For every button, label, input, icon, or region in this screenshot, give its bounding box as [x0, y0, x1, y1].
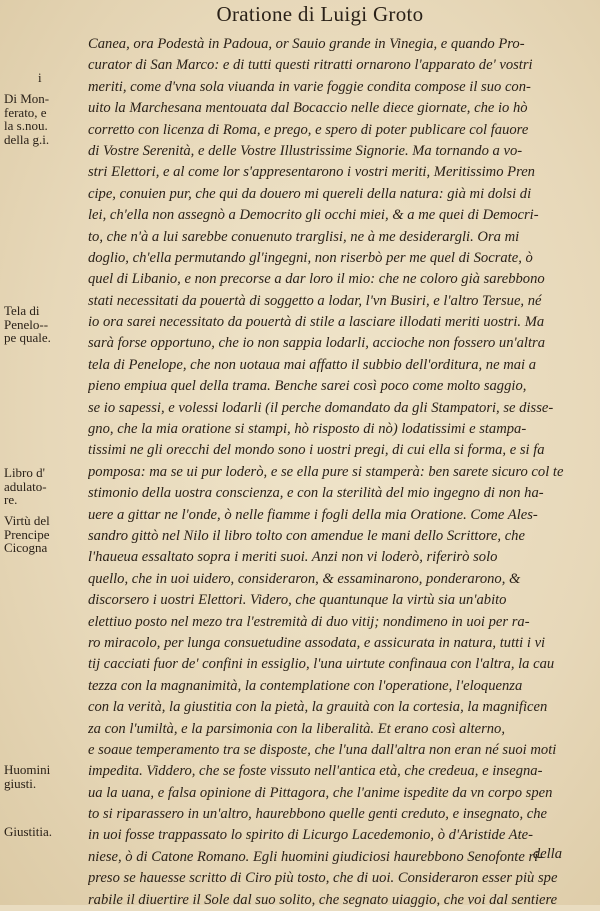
text-line: sarà forse opportuno, che io non sappia lodarli, accioche non fossero un'altra [88, 335, 545, 352]
running-header: Oratione di Luigi Groto [216, 2, 424, 26]
text-line: to si riparassero in un'altro, haurebbono quelle genti creduto, e insegnato, che [88, 806, 547, 823]
text-line: elettiuo posto nel mezo tra l'estremità di duo vitij; nondimeno in uoi per ra- [88, 613, 530, 630]
catchword: della [532, 846, 562, 862]
body-text [88, 34, 588, 911]
text-line: tij cacciati fuor de' confini in essiglio, l'una uirtute confinaua con l'altra, la cau [88, 656, 555, 673]
text-line: ua la uana, e falsa opinione di Pittagora, che l'anime ispedite da vn corpo spen [88, 784, 553, 801]
text-line: uere a gittar ne l'onde, ò nelle fiamme i fogli della mia Oratione. Come Ales- [88, 506, 538, 523]
text-line: Canea, ora Podestà in Padoua, or Sauio grande in Vinegia, e quando Pro- [88, 36, 525, 52]
text-line: io ora sarei necessitato da pouertà di stile a lasciare illodati meriti uostri. Ma [88, 314, 545, 331]
text-line: impedita. Viddero, che se foste vissuto nell'antica età, che credeua, e insegna- [88, 763, 543, 780]
text-line: za con l'umiltà, e la parsimonia con la liberalità. Et erano così alterno, [88, 720, 505, 737]
text-line: pomposa: ma se ui pur loderò, e se ella pure si stamperà: ben sarete sicuro col te [88, 463, 564, 480]
text-line: pieno empiua quel della trama. Benche sarei così poco come molto saggio, [88, 378, 527, 395]
text-line: stati necessitati da pouertà di soggetto a lodar, l'vn Busiri, e l'altro Tersue, né [88, 292, 542, 309]
text-line: con la verità, la giustitia con la pietà, la grauità con la cortesia, la magnificen [88, 699, 548, 716]
text-line: lei, ch'ella non assegnò a Democrito gli occhi miei, & a me quei di Democri- [88, 207, 539, 224]
text-line: se io sapessi, e volessi lodarli (il perche domandato da gli Stampatori, se disse- [88, 399, 554, 416]
text-line: curator di San Marco: e di tutti questi ritratti ornarono l'apparato de' vostri [88, 57, 533, 74]
text-line: tezza con la magnanimità, la contemplatione con l'operatione, l'eloquenza [88, 677, 523, 694]
text-line: quel di Libanio, e non precorse a dar loro il mio: che ne coloro già sarebbono [88, 271, 545, 288]
text-line: e soaue temperamento tra se disposte, che l'una dall'altra non eran né suoi moti [88, 741, 557, 758]
text-line: corretto con licenza di Roma, e prego, e spero di poter publicare col fauore [88, 121, 529, 138]
margin-note-libro: Libro d' adulato- re. [4, 465, 47, 507]
text-line: l'haueua essaltato sopra i meriti suoi. Anzi non vi loderò, riferirò solo [88, 549, 498, 566]
margin-note-virtu: Virtù del Prencipe Cicogna [4, 513, 50, 555]
text-line: tela di Penelope, che non uotaua mai affatto il subbio dell'orditura, ne mai a [88, 356, 537, 373]
text-line: in uoi fosse trappassato lo spirito di Licurgo Lacedemonio, ò d'Aristide Ate- [88, 827, 533, 844]
text-line: ro miracolo, per lunga consuetudine assodata, e assicurata in natura, tutti i vi [88, 634, 546, 651]
text-line: cipe, conuien pur, che qui da douero mi quereli della natura: già mi dolsi di [88, 185, 532, 202]
margin-mark: i [38, 70, 42, 85]
text-line: tissimi ne gli orecchi del mondo sono i uostri pregi, di cui ella si forma, e si fa [88, 442, 545, 459]
text-line: niese, ò di Catone Romano. Egli huomini giudiciosi haurebbono Senofonte ri- [88, 848, 544, 865]
margin-note-huomini: Huomini giusti. [4, 762, 51, 791]
text-line: gno, che la mia oratione si stampi, hò risposto di nò) lodatissimi e stampa- [88, 421, 527, 438]
text-line: quello, che in uoi uidero, consideraron, & essaminarono, ponderarono, & [88, 570, 521, 587]
text-line: di Vostre Serenità, e delle Vostre Illustrissime Signorie. Ma tornando a vo- [88, 142, 523, 159]
text-line: doglio, ch'ella permutando gl'ingegni, non riserbò per me quel di Socrate, ò [88, 249, 533, 266]
margin-note-monferato: Di Mon- ferato, e la s.nou. della g.i. [4, 91, 50, 147]
margin-note-giustitia: Giustitia. [4, 824, 53, 839]
text-line: meriti, come d'vna sola viuanda in varie foggie condita compose il suo con- [88, 78, 531, 95]
text-line: stri Elettori, e al come lor s'appresentarono i vostri meriti, Meritissimo Pren [88, 164, 535, 181]
margin-note-penelope: Tela di Penelo-- pe quale. [4, 303, 51, 345]
text-line: sandro gittò nel Nilo il libro tolto con amendue le mani dello Scrittore, che [88, 527, 525, 544]
text-line: rabile il diuertire il Sole dal suo solito, che segnato uiaggio, che voi dal sentiere [88, 891, 558, 908]
text-line: preso se hauesse scritto di Ciro più tosto, che di uoi. Consideraron esser più spe [88, 870, 558, 887]
text-line: discorsero i uostri Elettori. Videro, che quantunque la virtù sia un'abito [88, 592, 507, 609]
text-line: uito la Marchesana mentouata dal Bocaccio nelle diece giornate, che io hò [88, 100, 528, 117]
text-line: stimonio della uostra conscienza, e con la sterilità del mio ingegno di non ha- [88, 485, 544, 502]
text-line: to, che n'à a lui sarebbe conuenuto trarglisi, ne à me desiderargli. Ora mi [88, 228, 520, 245]
